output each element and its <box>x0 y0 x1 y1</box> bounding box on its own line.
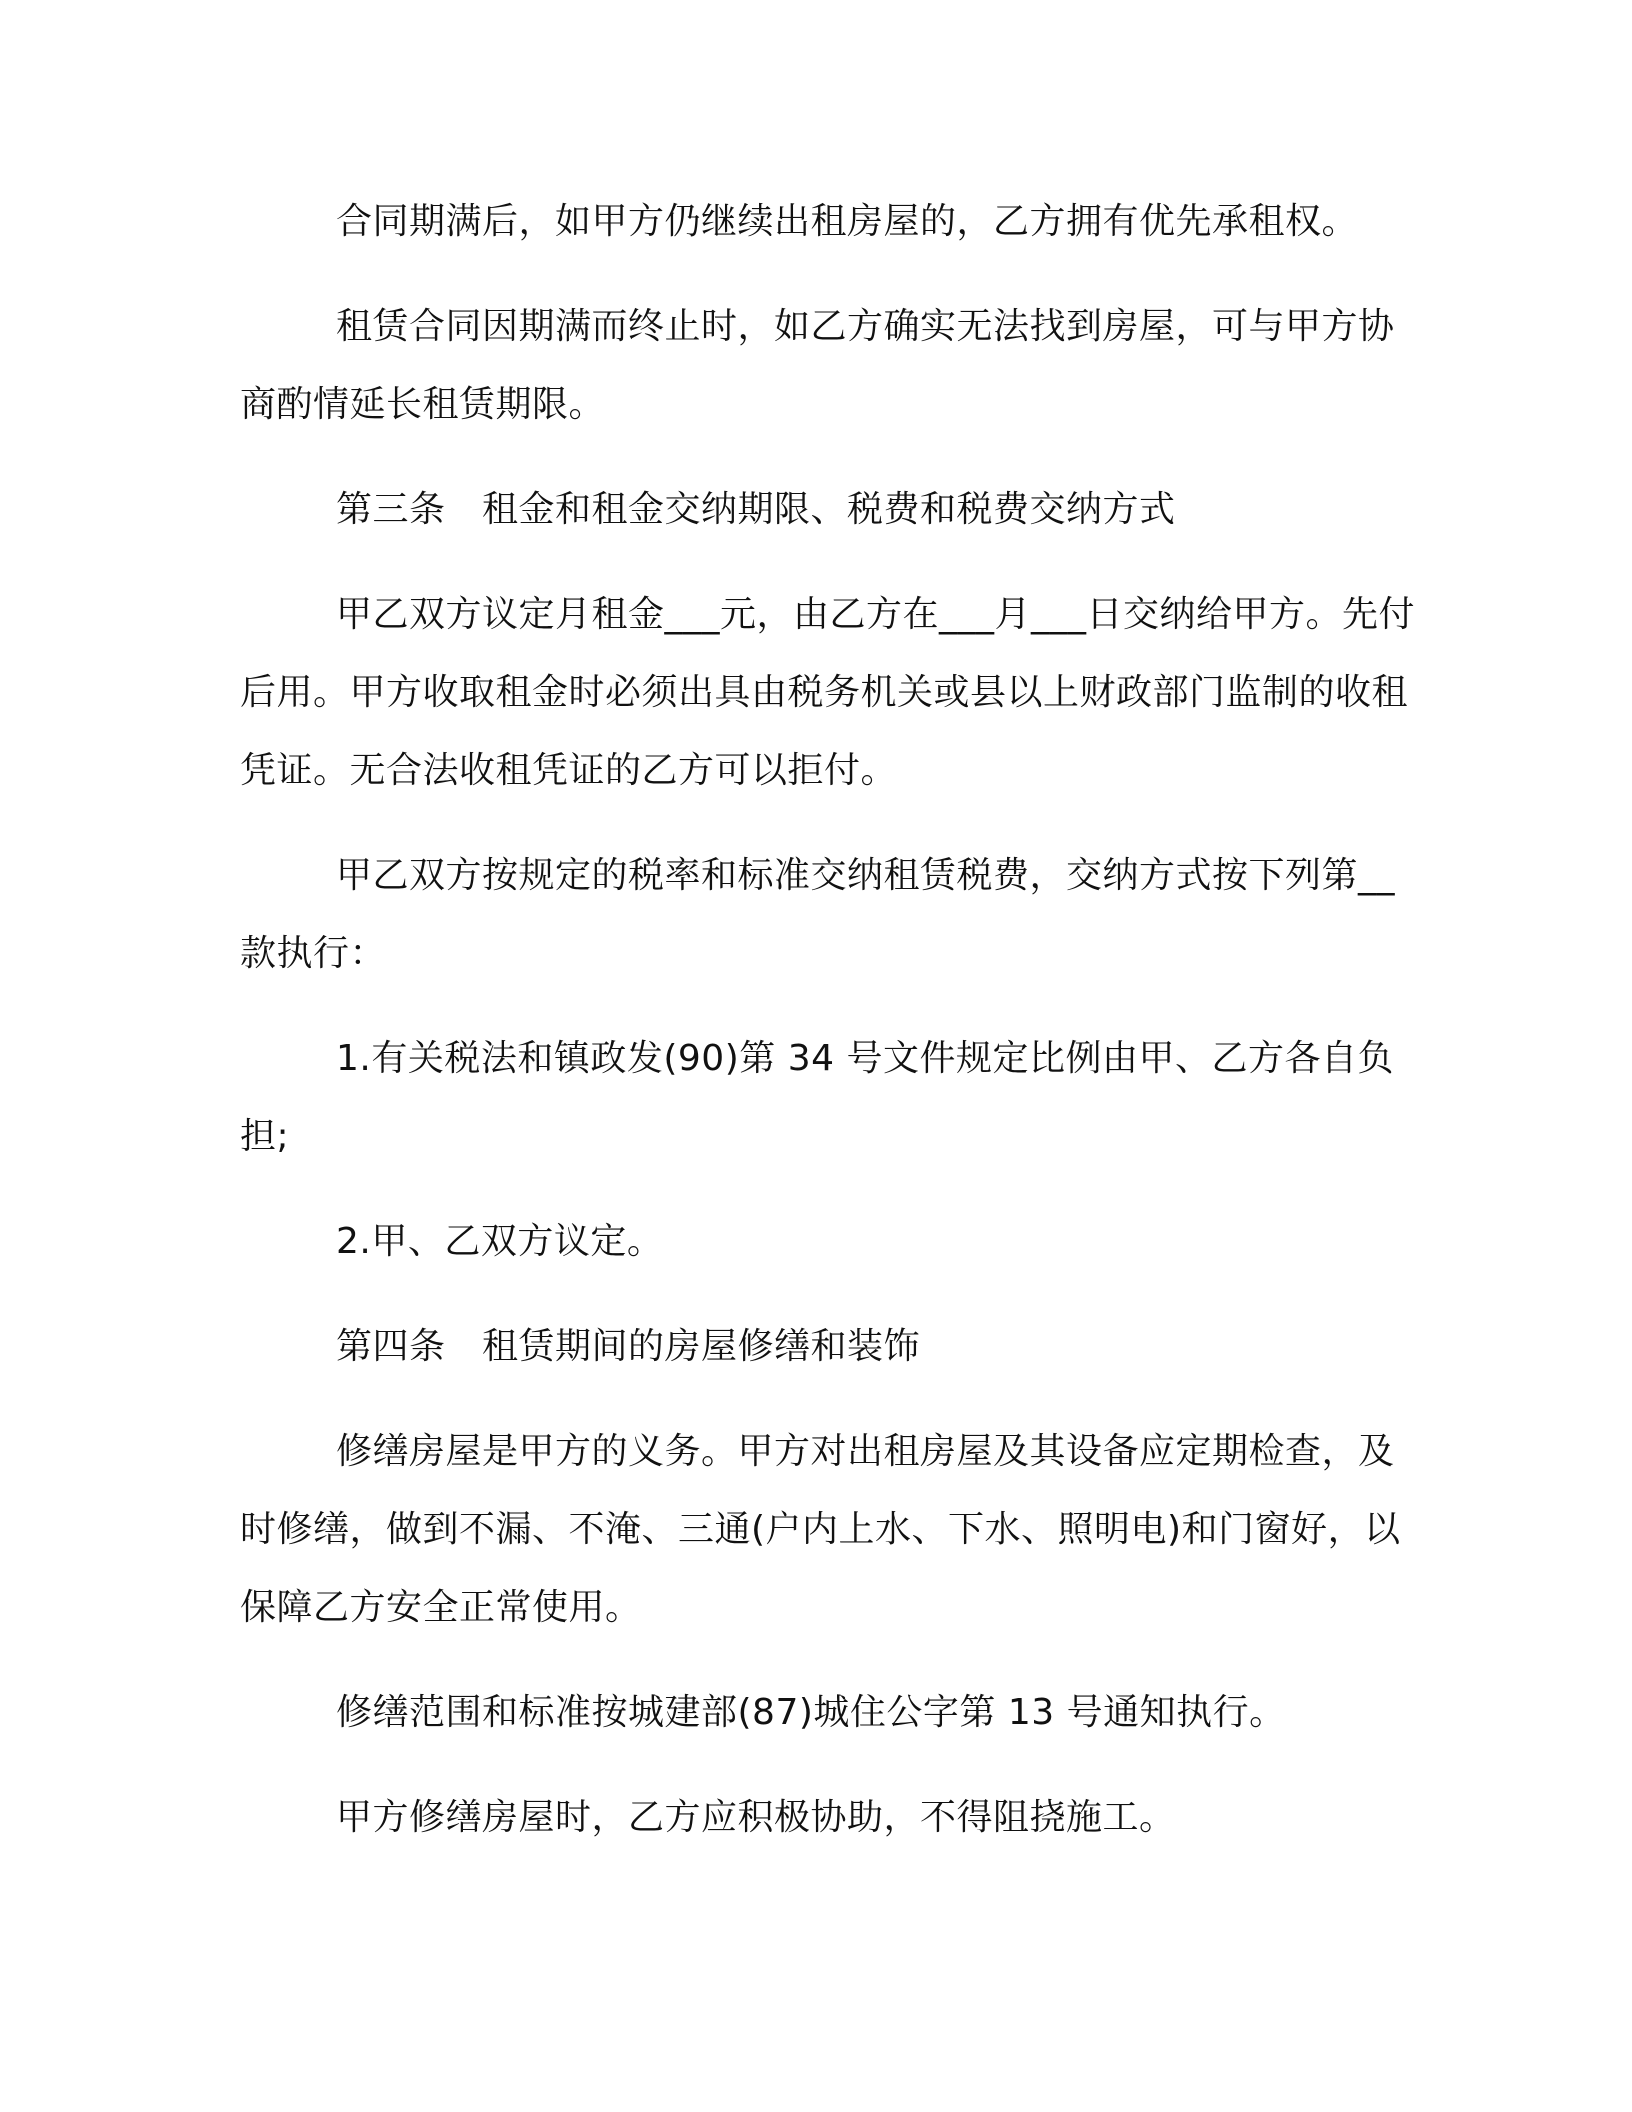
article-4-heading: 第四条 租赁期间的房屋修缮和装饰 <box>336 1326 921 1367</box>
list-item-tax-option-2: 2.甲、乙双方议定。 <box>336 1221 664 1262</box>
article-3-heading: 第三条 租金和租金交纳期限、税费和税费交纳方式 <box>336 489 1176 530</box>
paragraph-repair-duty: 修缮房屋是甲方的义务。甲方对出租房屋及其设备应定期检查，及时修缮，做到不漏、不淹、三通(户内上水、下水、照明电)和门窗好，以保障乙方安全正常使用。 <box>240 1431 1401 1628</box>
paragraph-lease-extension: 租赁合同因期满而终止时，如乙方确实无法找到房屋，可与甲方协商酌情延长租赁期限。 <box>240 306 1395 425</box>
paragraph-priority-lease: 合同期满后，如甲方仍继续出租房屋的，乙方拥有优先承租权。 <box>336 201 1359 242</box>
list-item-tax-option-1: 1.有关税法和镇政发(90)第 34 号文件规定比例由甲、乙方各自负担; <box>240 1038 1394 1157</box>
document-body <box>240 183 1415 1857</box>
paragraph-tax-payment: 甲乙双方按规定的税率和标准交纳租赁税费，交纳方式按下列第__款执行： <box>240 855 1396 974</box>
paragraph-repair-scope: 修缮范围和标准按城建部(87)城住公字第 13 号通知执行。 <box>336 1692 1286 1733</box>
paragraph-repair-cooperation: 甲方修缮房屋时，乙方应积极协助，不得阻挠施工。 <box>336 1797 1176 1838</box>
paragraph-rent-payment: 甲乙双方议定月租金___元，由乙方在___月___日交纳给甲方。先付后用。甲方收取租金时必须出具由税务机关或县以上财政部门监制的收租凭证。无合法收租凭证的乙方可以拒付。 <box>240 594 1416 791</box>
